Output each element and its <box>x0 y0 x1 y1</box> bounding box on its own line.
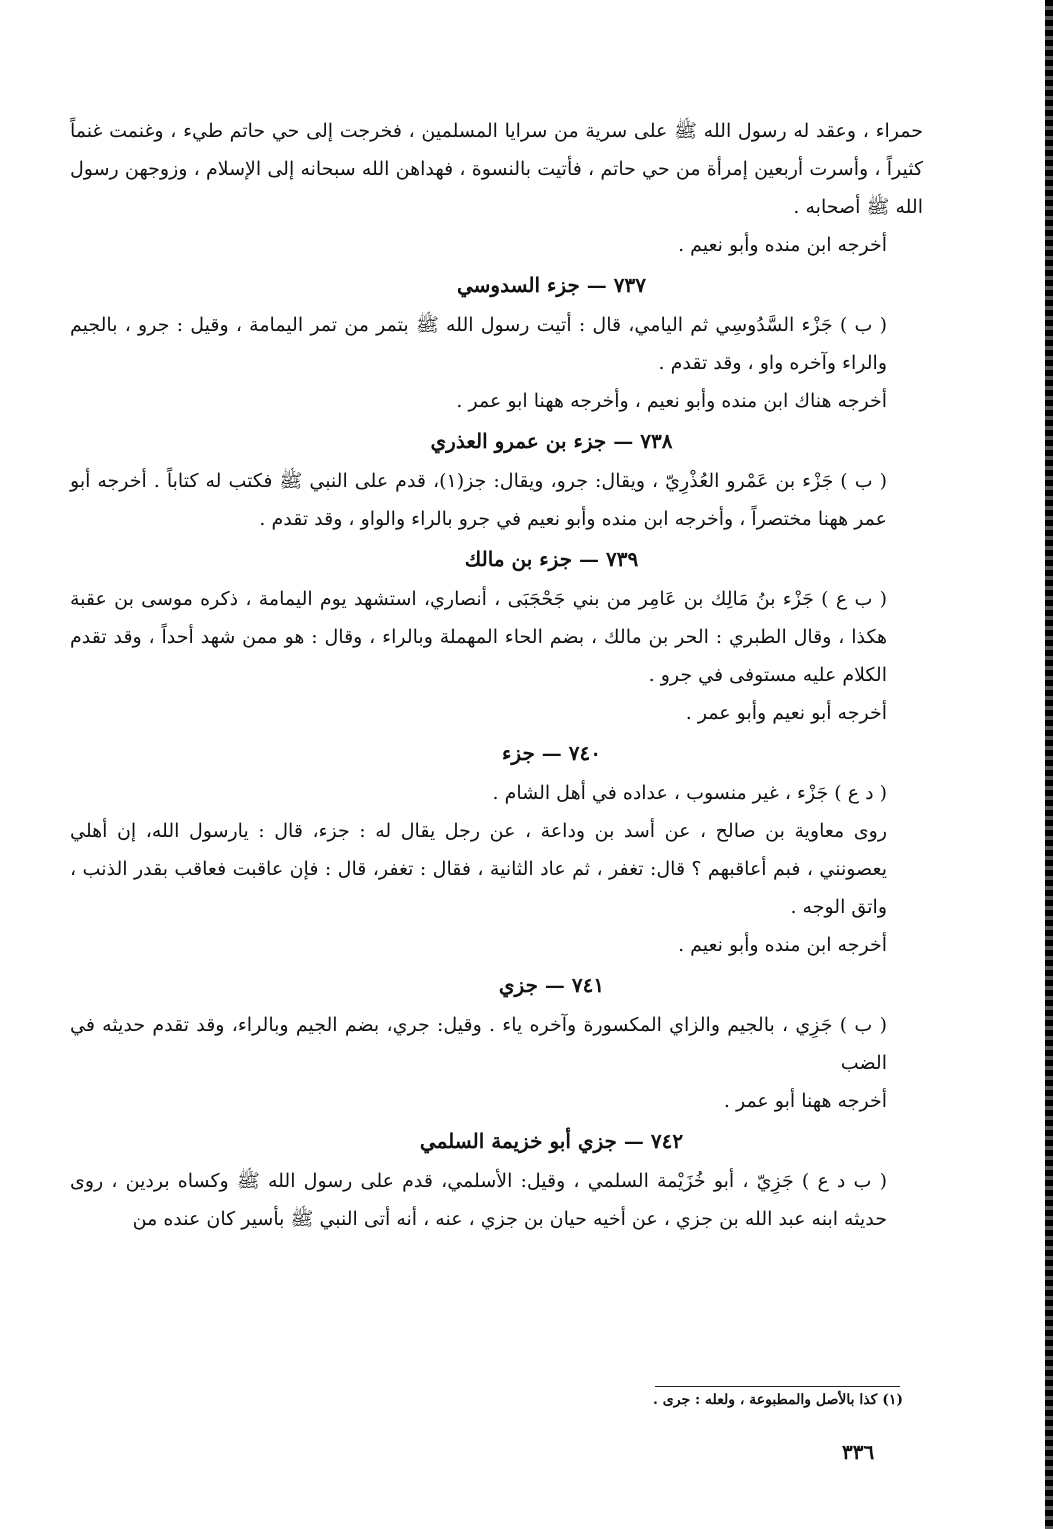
paragraph: أخرجه ابن منده وأبو نعيم . <box>678 934 887 956</box>
paragraph: أخرجه ههنا أبو عمر . <box>723 1090 887 1112</box>
paragraph: أخرجه أبو نعيم وأبو عمر . <box>685 702 887 724</box>
footnote: (١) كذا بالأصل والمطبوعة ، ولعله : جرى . <box>653 1392 903 1408</box>
entry-heading: ٧٣٧ — جزء السدوسي <box>456 273 646 297</box>
paragraph: حمراء ، وعقد له رسول الله ﷺ على سرية من سرايا المسلمين ، فخرجت إلى حي حاتم طيء ، وغنمت غنماً كثيراً ، وأسرت أربعين إمرأة من حي حاتم ، فأتيت بالنسوة ، فهداهن الله سبحانه إلى الإسلام ، وزوجهن رسول الله ﷺ أصحابه . <box>70 120 923 218</box>
paragraph: ( ب ) جَزِي ، بالجيم والزاي المكسورة وآخره ياء . وقيل: جري، بضم الجيم وبالراء، وقد تقدم حديثه في الضب <box>70 1014 887 1074</box>
footnote-rule <box>655 1386 900 1387</box>
entry-heading: ٧٣٩ — جزء بن مالك <box>464 547 639 571</box>
entry-heading: ٧٤٢ — جزي أبو خزيمة السلمي <box>419 1129 684 1153</box>
paragraph: ( د ع ) جَزْء ، غير منسوب ، عداده في أهل الشام . <box>492 782 887 804</box>
entry-heading: ٧٤٠ — جزء <box>502 741 601 765</box>
entry-heading: ٧٤١ — جزي <box>498 973 605 997</box>
paragraph: ( ب د ع ) جَزِيّ ، أبو خُزَيْمة السلمي ، وقيل: الأسلمي، قدم على رسول الله ﷺ وكساه بردين ، روى حديثه ابنه عبد الله بن جزي ، عن أخيه حيان بن جزي ، عنه ، أنه أتى النبي ﷺ بأسير كان عنده من <box>70 1170 887 1230</box>
paragraph: أخرجه ابن منده وأبو نعيم . <box>678 234 887 256</box>
paragraph: ( ب ع ) جَزْء بنُ مَالِك بن عَامِر من بني جَحْجَبَى ، أنصاري، استشهد يوم اليمامة ، ذكره موسى بن عقبة هكذا ، وقال الطبري : الحر بن مالك ، بضم الحاء المهملة وبالراء ، وقال : هو ممن شهد أحداً ، وقد تقدم الكلام عليه مستوفى في جرو . <box>70 588 887 686</box>
paragraph: أخرجه هناك ابن منده وأبو نعيم ، وأخرجه ههنا ابو عمر . <box>456 390 887 412</box>
entry-heading: ٧٣٨ — جزء بن عمرو العذري <box>430 429 673 453</box>
paragraph: ( ب ) جَزْء بن عَمْرو العُذْرِيّ ، ويقال: جرو، ويقال: جز(١)، قدم على النبي ﷺ فكتب له كتاباً . أخرجه أبو عمر ههنا مختصراً ، وأخرجه ابن منده وأبو نعيم في جرو بالراء والواو ، وقد تقدم . <box>70 470 888 530</box>
page-number: ٣٣٦ <box>842 1440 875 1464</box>
main-text <box>70 112 923 1238</box>
paragraph: ( ب ) جَزْء السَّدُوسِي ثم اليامي، قال : أتيت رسول الله ﷺ بتمر من تمر اليمامة ، وقيل : جرو ، بالجيم والراء وآخره واو ، وقد تقدم . <box>70 314 887 374</box>
paragraph: روى معاوية بن صالح ، عن أسد بن وداعة ، عن رجل يقال له : جزء، قال : يارسول الله، إن أهلي يعصونني ، فبم أعاقبهم ؟ قال: تغفر ، ثم عاد الثانية ، فقال : تغفر، قال : فإن عاقبت فعاقب بقدر الذنب ، واتق الوجه . <box>70 820 887 918</box>
scan-edge <box>1045 0 1053 1529</box>
